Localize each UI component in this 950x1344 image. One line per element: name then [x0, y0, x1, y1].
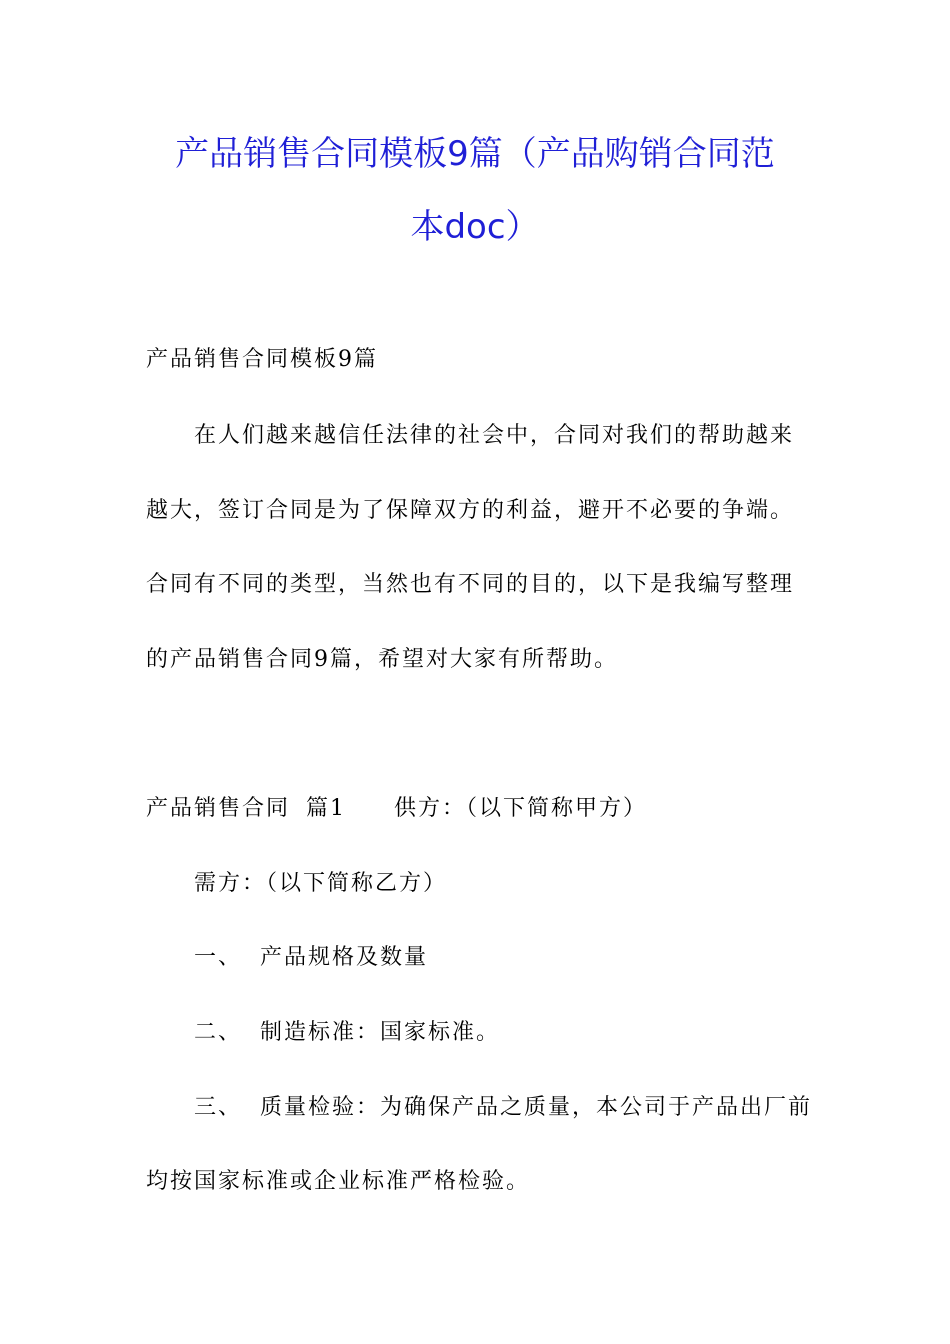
intro-line-3: 合同有不同的类型，当然也有不同的目的，以下是我编写整理 [146, 572, 795, 597]
clause-item [194, 1094, 812, 1122]
intro-line-4: 的产品销售合同9篇，希望对大家有所帮助。 [146, 647, 618, 672]
section-heading-line [146, 795, 647, 823]
document-title-line-2: 本doc） [410, 207, 540, 247]
document-subtitle: 产品销售合同模板9篇 [146, 347, 378, 372]
clause-text: 制造标准：国家标准。 [260, 1020, 501, 1045]
clause-number: 三、 [194, 1095, 243, 1120]
clause-number: 一、 [194, 945, 243, 970]
document-title-line-1: 产品销售合同模板9篇（产品购销合同范 [175, 134, 775, 174]
clause-text: 产品规格及数量 [260, 945, 429, 970]
clause-number: 二、 [194, 1020, 243, 1045]
buyer-line: 需方：（以下简称乙方） [194, 871, 448, 896]
clause-item [194, 944, 428, 972]
section-part: 篇1 [306, 796, 347, 821]
intro-line-1: 在人们越来越信任法律的社会中，合同对我们的帮助越来 [194, 423, 795, 448]
intro-line-2: 越大，签订合同是为了保障双方的利益，避开不必要的争端。 [146, 498, 795, 523]
supplier-line: 供方：（以下简称甲方） [394, 796, 648, 821]
clause-text: 质量检验：为确保产品之质量，本公司于产品出厂前 [260, 1095, 813, 1120]
clause-continuation: 均按国家标准或企业标准严格检验。 [146, 1169, 531, 1194]
section-heading: 产品销售合同 [146, 796, 291, 821]
clause-item [194, 1019, 500, 1047]
